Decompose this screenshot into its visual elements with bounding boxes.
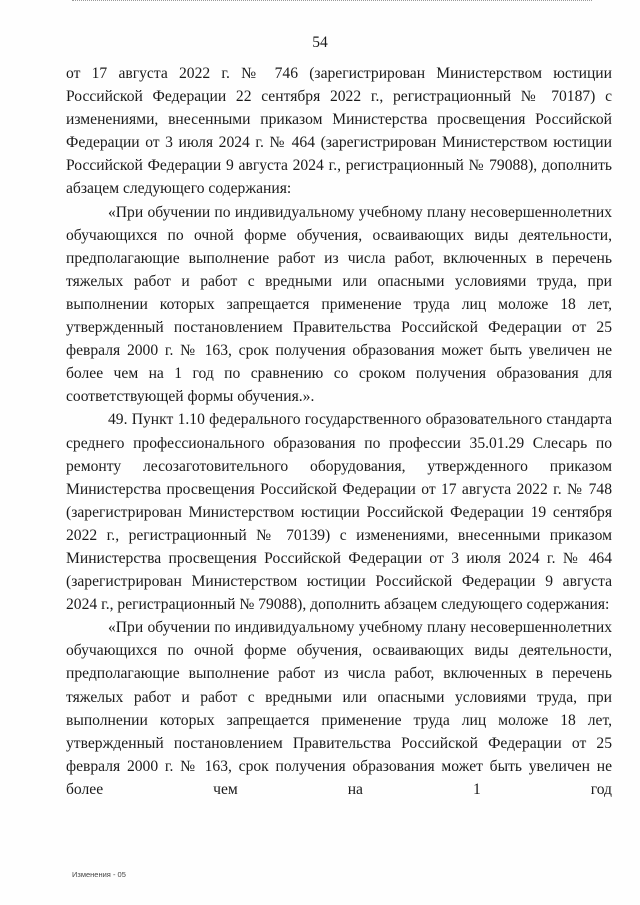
paragraph-item-49: 49. Пункт 1.10 федерального государственного образовательного стандарта среднего профессионального образования по профессии 35.01.29 Слесарь по ремонту лесозаготовительного оборудования, утвержденного приказом Министерства просвещения Российской Федерации от 17 августа 2022 г. № 748 (зарегистрирован Министерством юстиции Российской Федерации 19 сентября 2022 г., регистрационный № 70139) с изменениями, внесенными приказом Министерства просвещения Российской Федерации от 3 июля 2024 г. № 464 (зарегистрирован Министерством юстиции Российской Федерации 9 августа 2024 г., регистрационный № 79088), дополнить абзацем следующего содержания: bbox=[66, 411, 612, 614]
paragraph-quoted-amendment: «При обучении по индивидуальному учебному плану несовершеннолетних обучающихся по очной форме обучения, осваивающих виды деятельности, предполагающие выполнение работ из числа работ, включенных в перечень тяжелых работ и работ с вредными или опасными условиями труда, при выполнении которых запрещается применение труда лиц моложе 18 лет, утвержденный постановлением Правительства Российской Федерации от 25 февраля 2000 г. № 163, срок получения образования может быть увеличен не более чем на 1 год по сравнению со сроком получения образования для соответствующей формы обучения.». bbox=[66, 203, 612, 406]
paragraph-continuation: от 17 августа 2022 г. № 746 (зарегистрирован Министерством юстиции Российской Федерации 22 сентября 2022 г., регистрационный № 70187) с изменениями, внесенными приказом Министерства просвещения Российской Федерации от 3 июля 2024 г. № 464 (зарегистрирован Министерством юстиции Российской Федерации 9 августа 2024 г., регистрационный № 79088), дополнить абзацем следующего содержания: bbox=[66, 65, 612, 198]
scan-top-edge bbox=[72, 0, 592, 3]
paragraph-quoted-amendment-2: «При обучении по индивидуальному учебному плану несовершеннолетних обучающихся по очной форме обучения, осваивающих виды деятельности, предполагающие выполнение работ из числа работ, включенных в перечень тяжелых работ и работ с вредными или опасными условиями труда, при выполнении которых запрещается применение труда лиц моложе 18 лет, утвержденный постановлением Правительства Российской Федерации от 25 февраля 2000 г. № 163, срок получения образования может быть увеличен не более чем на 1 год bbox=[66, 619, 612, 798]
document-body bbox=[66, 62, 612, 801]
page-number: 54 bbox=[312, 34, 328, 51]
footer-note: Изменения - 05 bbox=[72, 870, 126, 879]
